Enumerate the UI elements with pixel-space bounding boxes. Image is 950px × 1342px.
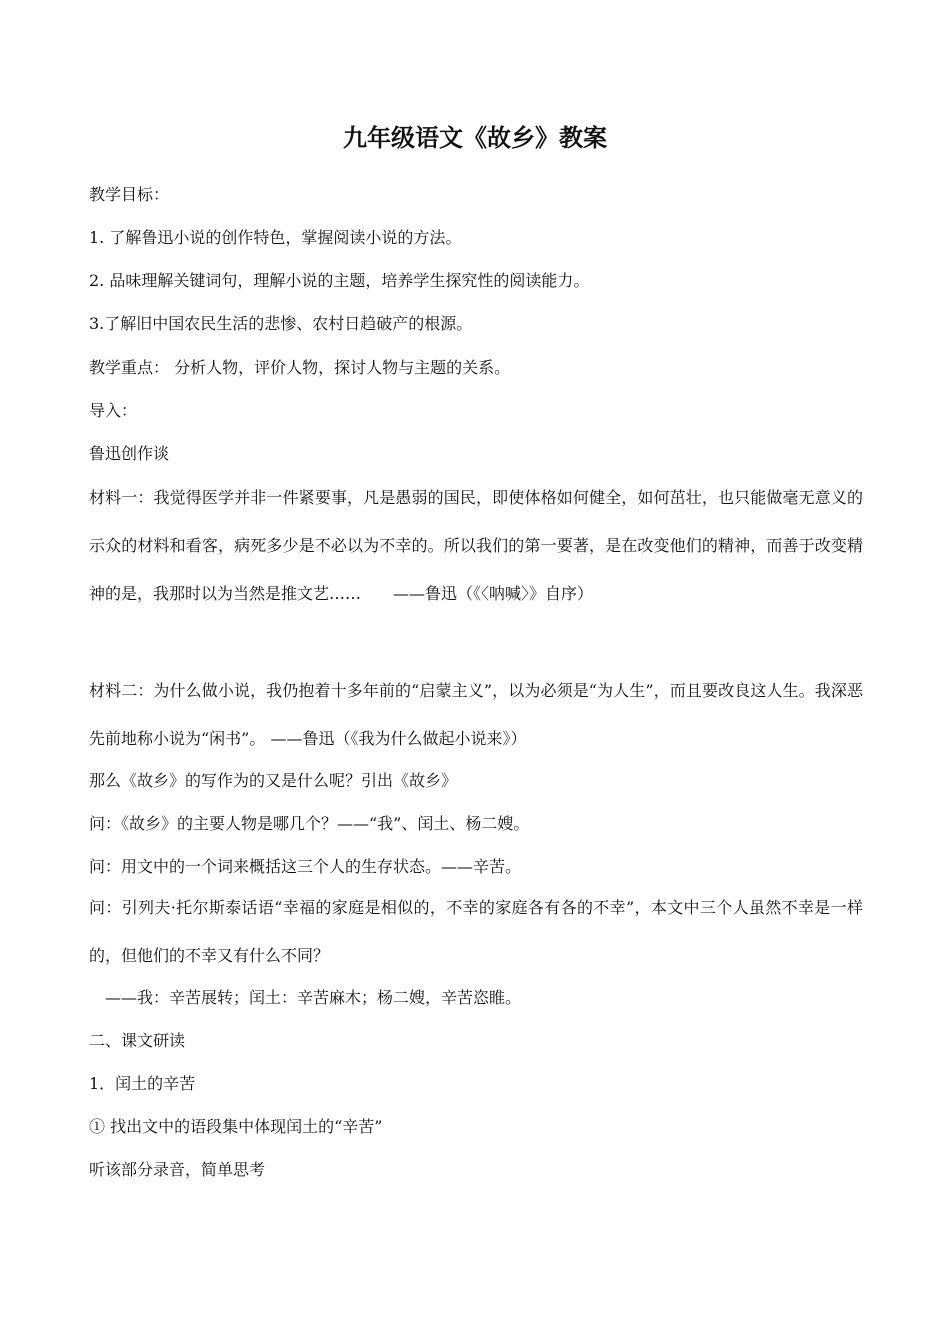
question-3: 问：引列夫·托尔斯泰话语“幸福的家庭是相似的，不幸的家庭各有各的不幸”，本文中三个人虽然不幸是一样的，但他们的不幸又有什么不同？: [89, 898, 863, 965]
task-listen: 听该部分录音，简单思考: [89, 1160, 266, 1179]
goal-item-1: 1. 了解鲁迅小说的创作特色，掌握阅读小说的方法。: [89, 228, 462, 247]
material-one: 材料一：我觉得医学并非一件紧要事，凡是愚弱的国民，即使体格如何健全，如何茁壮，也只能做毫无意义的示众的材料和看客，病死多少是不必以为不幸的。所以我们的第一要著，是在改变他们的精神，而善于改变精神的是，我那时以为当然是推文艺…… ——鲁迅（《〈呐喊〉》自序）: [89, 488, 863, 603]
goal-item-2: 2. 品味理解关键词句，理解小说的主题，培养学生探究性的阅读能力。: [89, 271, 590, 290]
answer-3: ——我：辛苦展转；闰土：辛苦麻木；杨二嫂，辛苦恣睢。: [105, 988, 522, 1007]
task-1: ① 找出文中的语段集中体现闰土的“辛苦”: [89, 1117, 383, 1136]
subsection-runtu: 1．闰土的辛苦: [89, 1074, 196, 1093]
subheading-creation-talk: 鲁迅创作谈: [89, 444, 170, 463]
goal-item-3: 3.了解旧中国农民生活的悲惨、农村日趋破产的根源。: [89, 314, 473, 333]
question-1: 问：《故乡》的主要人物是哪几个？——“我”、闰土、杨二嫂。: [89, 814, 530, 833]
material-two: 材料二：为什么做小说，我仍抱着十多年前的“启蒙主义”，以为必须是“为人生”，而且要改良这人生。我深恶先前地称小说为“闲书”。 ——鲁迅（《我为什么做起小说来》）: [89, 681, 863, 748]
document-title: 九年级语文《故乡》教案: [343, 123, 607, 152]
key-points: 教学重点： 分析人物，评价人物，探讨人物与主题的关系。: [89, 358, 511, 377]
section-heading-intro: 导入：: [89, 401, 138, 420]
question-2: 问：用文中的一个词来概括这三个人的生存状态。——辛苦。: [89, 857, 522, 876]
intro-question: 那么《故乡》的写作为的又是什么呢？引出《故乡》: [89, 771, 458, 790]
section-heading-study: 二、课文研读: [89, 1031, 186, 1050]
section-heading-goals: 教学目标：: [89, 185, 170, 204]
